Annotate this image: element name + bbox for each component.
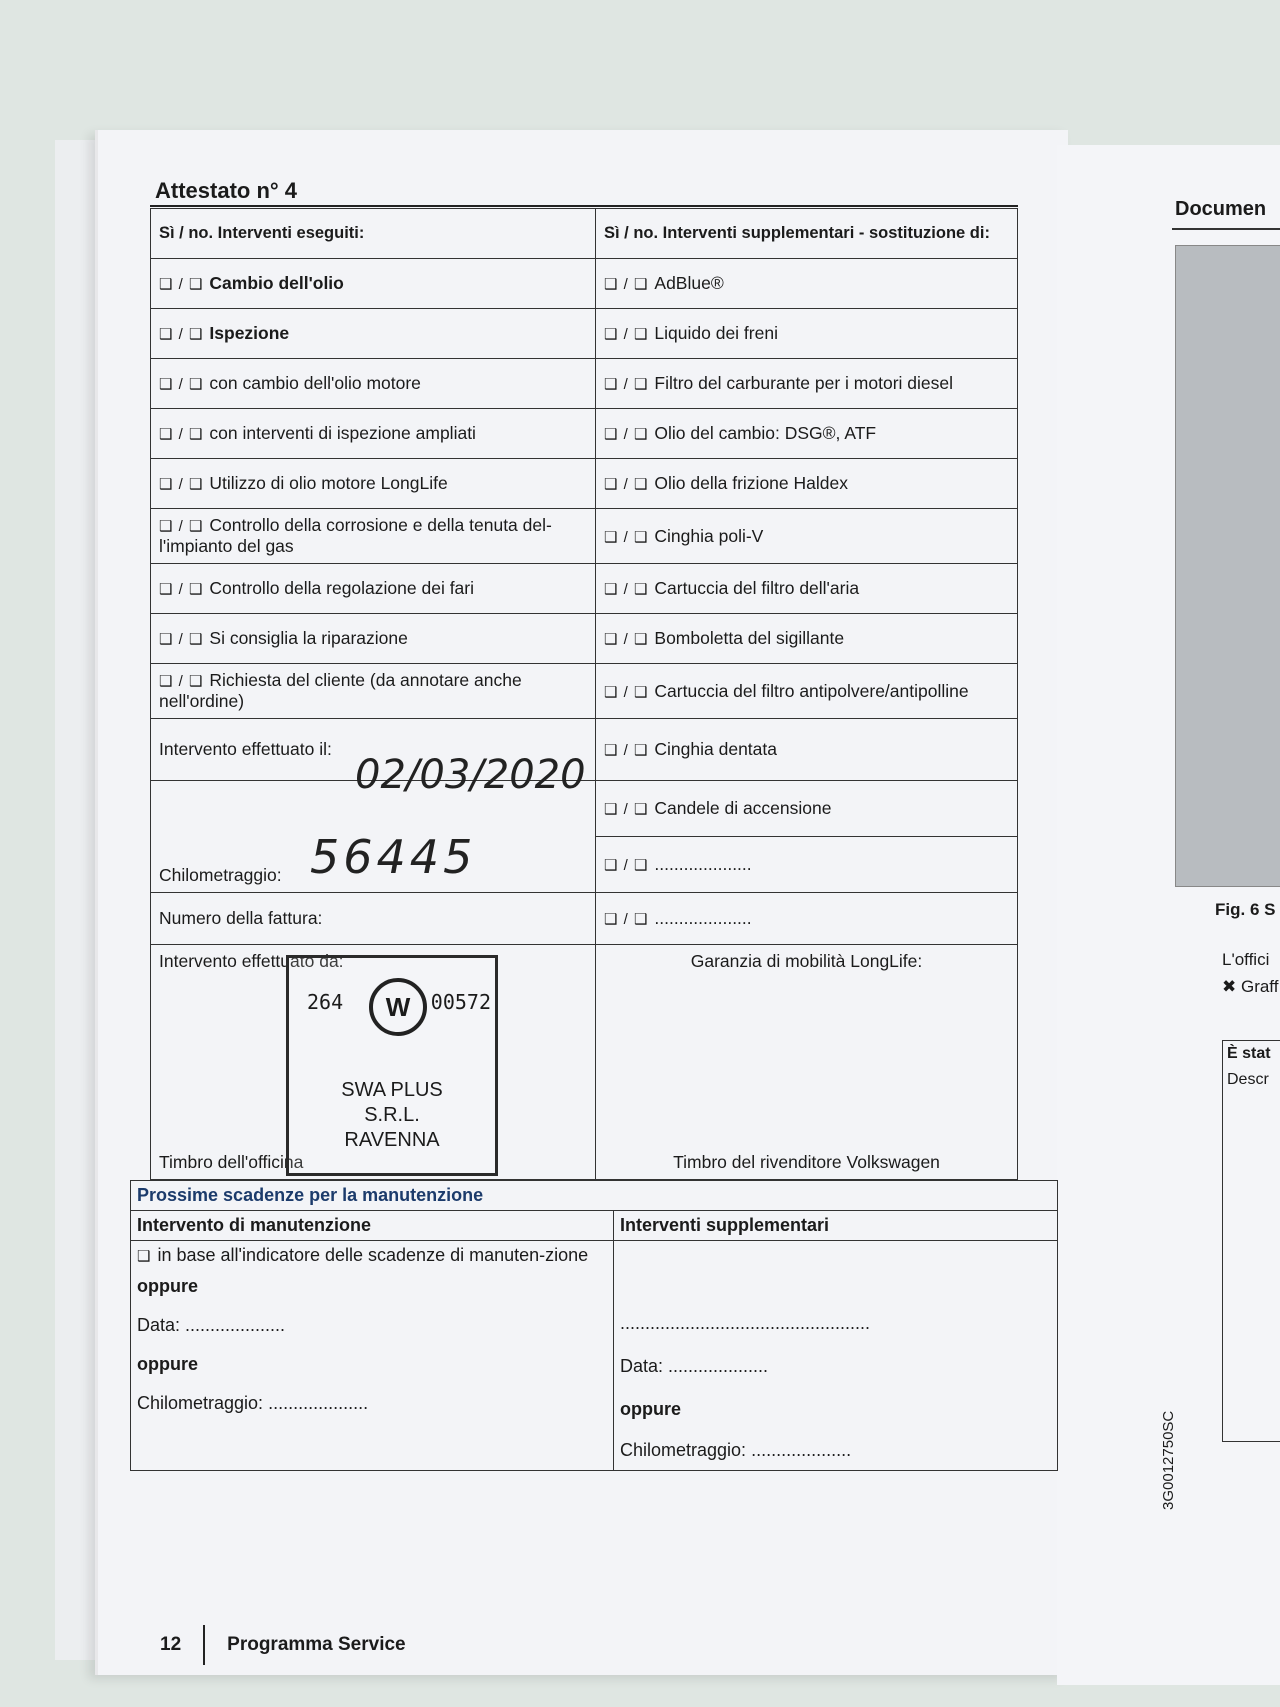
checkbox-icon[interactable]: ❑ / ❑ bbox=[604, 742, 649, 759]
page-footer bbox=[160, 1625, 406, 1665]
checkbox-icon[interactable]: ❑ / ❑ bbox=[159, 581, 204, 598]
checkbox-icon[interactable]: ❑ bbox=[137, 1248, 152, 1265]
car-illustration bbox=[1175, 245, 1280, 887]
right-page-heading: Documen bbox=[1175, 198, 1267, 220]
performed-by-label: Intervento effettuato da: bbox=[159, 951, 344, 971]
supplementary-header: Interventi supplementari bbox=[614, 1211, 1058, 1241]
checkbox-icon[interactable]: ❑ / ❑ bbox=[604, 631, 649, 648]
checkbox-icon[interactable]: ❑ / ❑ bbox=[604, 426, 649, 443]
checkbox-icon[interactable]: ❑ / ❑ bbox=[604, 528, 649, 546]
page-number: 12 bbox=[160, 1634, 182, 1656]
checkbox-icon[interactable]: ❑ / ❑ bbox=[604, 326, 649, 343]
next-maintenance-table bbox=[130, 1180, 1058, 1471]
left-item: ❑ / ❑ Utilizzo di olio motore LongLife bbox=[151, 459, 596, 509]
right-item: ❑ / ❑ Olio della frizione Haldex bbox=[596, 459, 1018, 509]
right-page-table: È stat Descr bbox=[1222, 1040, 1280, 1442]
footer-section: Programma Service bbox=[227, 1634, 406, 1656]
checkbox-icon[interactable]: ❑ / ❑ bbox=[159, 476, 204, 493]
right-item: ❑ / ❑ AdBlue® bbox=[596, 259, 1018, 309]
supplementary-cell: .................................................. Data: .................... oppure Chilometraggio: .................... bbox=[614, 1241, 1058, 1471]
figure-caption: Fig. 6 S bbox=[1215, 900, 1276, 919]
checkbox-icon[interactable]: ❑ / ❑ bbox=[604, 801, 649, 818]
title-rule bbox=[150, 205, 1018, 207]
right-page-rule bbox=[1172, 228, 1280, 230]
right-page-text: L'offici bbox=[1222, 950, 1270, 969]
warranty-label: Garanzia di mobilità LongLife: bbox=[690, 951, 923, 971]
document-code: 3G0012750SC bbox=[1160, 1410, 1177, 1510]
right-item: ❑ / ❑ Candele di accensione bbox=[596, 781, 1018, 837]
checkbox-icon[interactable]: ❑ / ❑ bbox=[604, 683, 649, 701]
right-item: ❑ / ❑ Cinghia poli-V bbox=[596, 509, 1018, 564]
service-table bbox=[150, 208, 1018, 1180]
right-item: ❑ / ❑ Filtro del carburante per i motori diesel bbox=[596, 359, 1018, 409]
checkbox-icon[interactable]: ❑ / ❑ bbox=[159, 276, 204, 293]
right-header: Sì / no. Interventi supplementari - sostituzione di: bbox=[596, 209, 1018, 259]
checkbox-icon[interactable]: ❑ / ❑ bbox=[159, 376, 204, 393]
left-item: ❑ / ❑ con interventi di ispezione ampliati bbox=[151, 409, 596, 459]
checkbox-icon[interactable]: ❑ / ❑ bbox=[604, 581, 649, 598]
invoice-label: Numero della fattura: bbox=[151, 893, 596, 945]
handwritten-date: 02/03/2020 bbox=[355, 752, 586, 798]
checkbox-icon[interactable]: ❑ / ❑ bbox=[604, 376, 649, 393]
checkbox-icon[interactable]: ❑ / ❑ bbox=[159, 673, 204, 690]
checkbox-icon[interactable]: ❑ / ❑ bbox=[604, 911, 649, 928]
dealer-cell bbox=[596, 945, 1018, 1180]
left-item: ❑ / ❑ Ispezione bbox=[151, 309, 596, 359]
workshop-stamp bbox=[286, 955, 498, 1176]
dealer-stamp-label: Timbro del rivenditore Volkswagen bbox=[673, 1152, 940, 1172]
stamp-left-number: 264 bbox=[307, 990, 344, 1014]
checkbox-icon[interactable]: ❑ / ❑ bbox=[159, 326, 204, 343]
left-item: ❑ / ❑ Cambio dell'olio bbox=[151, 259, 596, 309]
checkbox-icon[interactable]: ❑ / ❑ bbox=[604, 276, 649, 293]
page-edge bbox=[55, 140, 95, 1660]
stamp-name: SWA PLUS S.R.L. RAVENNA bbox=[341, 1079, 443, 1151]
right-item: ❑ / ❑ Olio del cambio: DSG®, ATF bbox=[596, 409, 1018, 459]
left-item: ❑ / ❑ Si consiglia la riparazione bbox=[151, 614, 596, 664]
stamp-right-number: 00572 bbox=[430, 990, 491, 1014]
km-label: Chilometraggio: bbox=[151, 781, 596, 893]
left-item: ❑ / ❑ Controllo della regolazione dei fari bbox=[151, 564, 596, 614]
checkbox-icon[interactable]: ❑ / ❑ bbox=[604, 476, 649, 493]
right-item: ❑ / ❑ .................... bbox=[596, 893, 1018, 945]
vw-logo-icon: W bbox=[369, 978, 427, 1036]
right-item: ❑ / ❑ Cartuccia del filtro dell'aria bbox=[596, 564, 1018, 614]
page-title: Attestato n° 4 bbox=[155, 178, 298, 203]
left-item: ❑ / ❑ con cambio dell'olio motore bbox=[151, 359, 596, 409]
right-item: ❑ / ❑ Cinghia dentata bbox=[596, 719, 1018, 781]
workshop-stamp-label: Timbro dell'officina bbox=[159, 1152, 304, 1172]
date-label: Intervento effettuato il: bbox=[151, 719, 596, 781]
right-page-text: ✖ Graff bbox=[1222, 977, 1279, 996]
left-header: Sì / no. Interventi eseguiti: bbox=[151, 209, 596, 259]
checkbox-icon[interactable]: ❑ / ❑ bbox=[159, 518, 204, 535]
left-item: ❑ / ❑ Richiesta del cliente (da annotare anche nell'ordine) bbox=[151, 664, 596, 719]
maintenance-header: Intervento di manutenzione bbox=[131, 1211, 614, 1241]
checkbox-icon[interactable]: ❑ / ❑ bbox=[159, 426, 204, 443]
right-item: ❑ / ❑ Cartuccia del filtro antipolvere/antipolline bbox=[596, 664, 1018, 719]
checkbox-icon[interactable]: ❑ / ❑ bbox=[604, 857, 649, 874]
left-item: ❑ / ❑ Controllo della corrosione e della tenuta del-l'impianto del gas bbox=[151, 509, 596, 564]
next-maintenance-title: Prossime scadenze per la manutenzione bbox=[131, 1181, 1058, 1211]
maintenance-cell: ❑ in base all'indicatore delle scadenze di manuten-zione oppure Data: .................... oppure Chilometraggio: .................... bbox=[131, 1241, 614, 1471]
handwritten-km: 56445 bbox=[310, 830, 477, 884]
right-item: ❑ / ❑ .................... bbox=[596, 837, 1018, 893]
right-item: ❑ / ❑ Bomboletta del sigillante bbox=[596, 614, 1018, 664]
checkbox-icon[interactable]: ❑ / ❑ bbox=[159, 631, 204, 648]
right-item: ❑ / ❑ Liquido dei freni bbox=[596, 309, 1018, 359]
